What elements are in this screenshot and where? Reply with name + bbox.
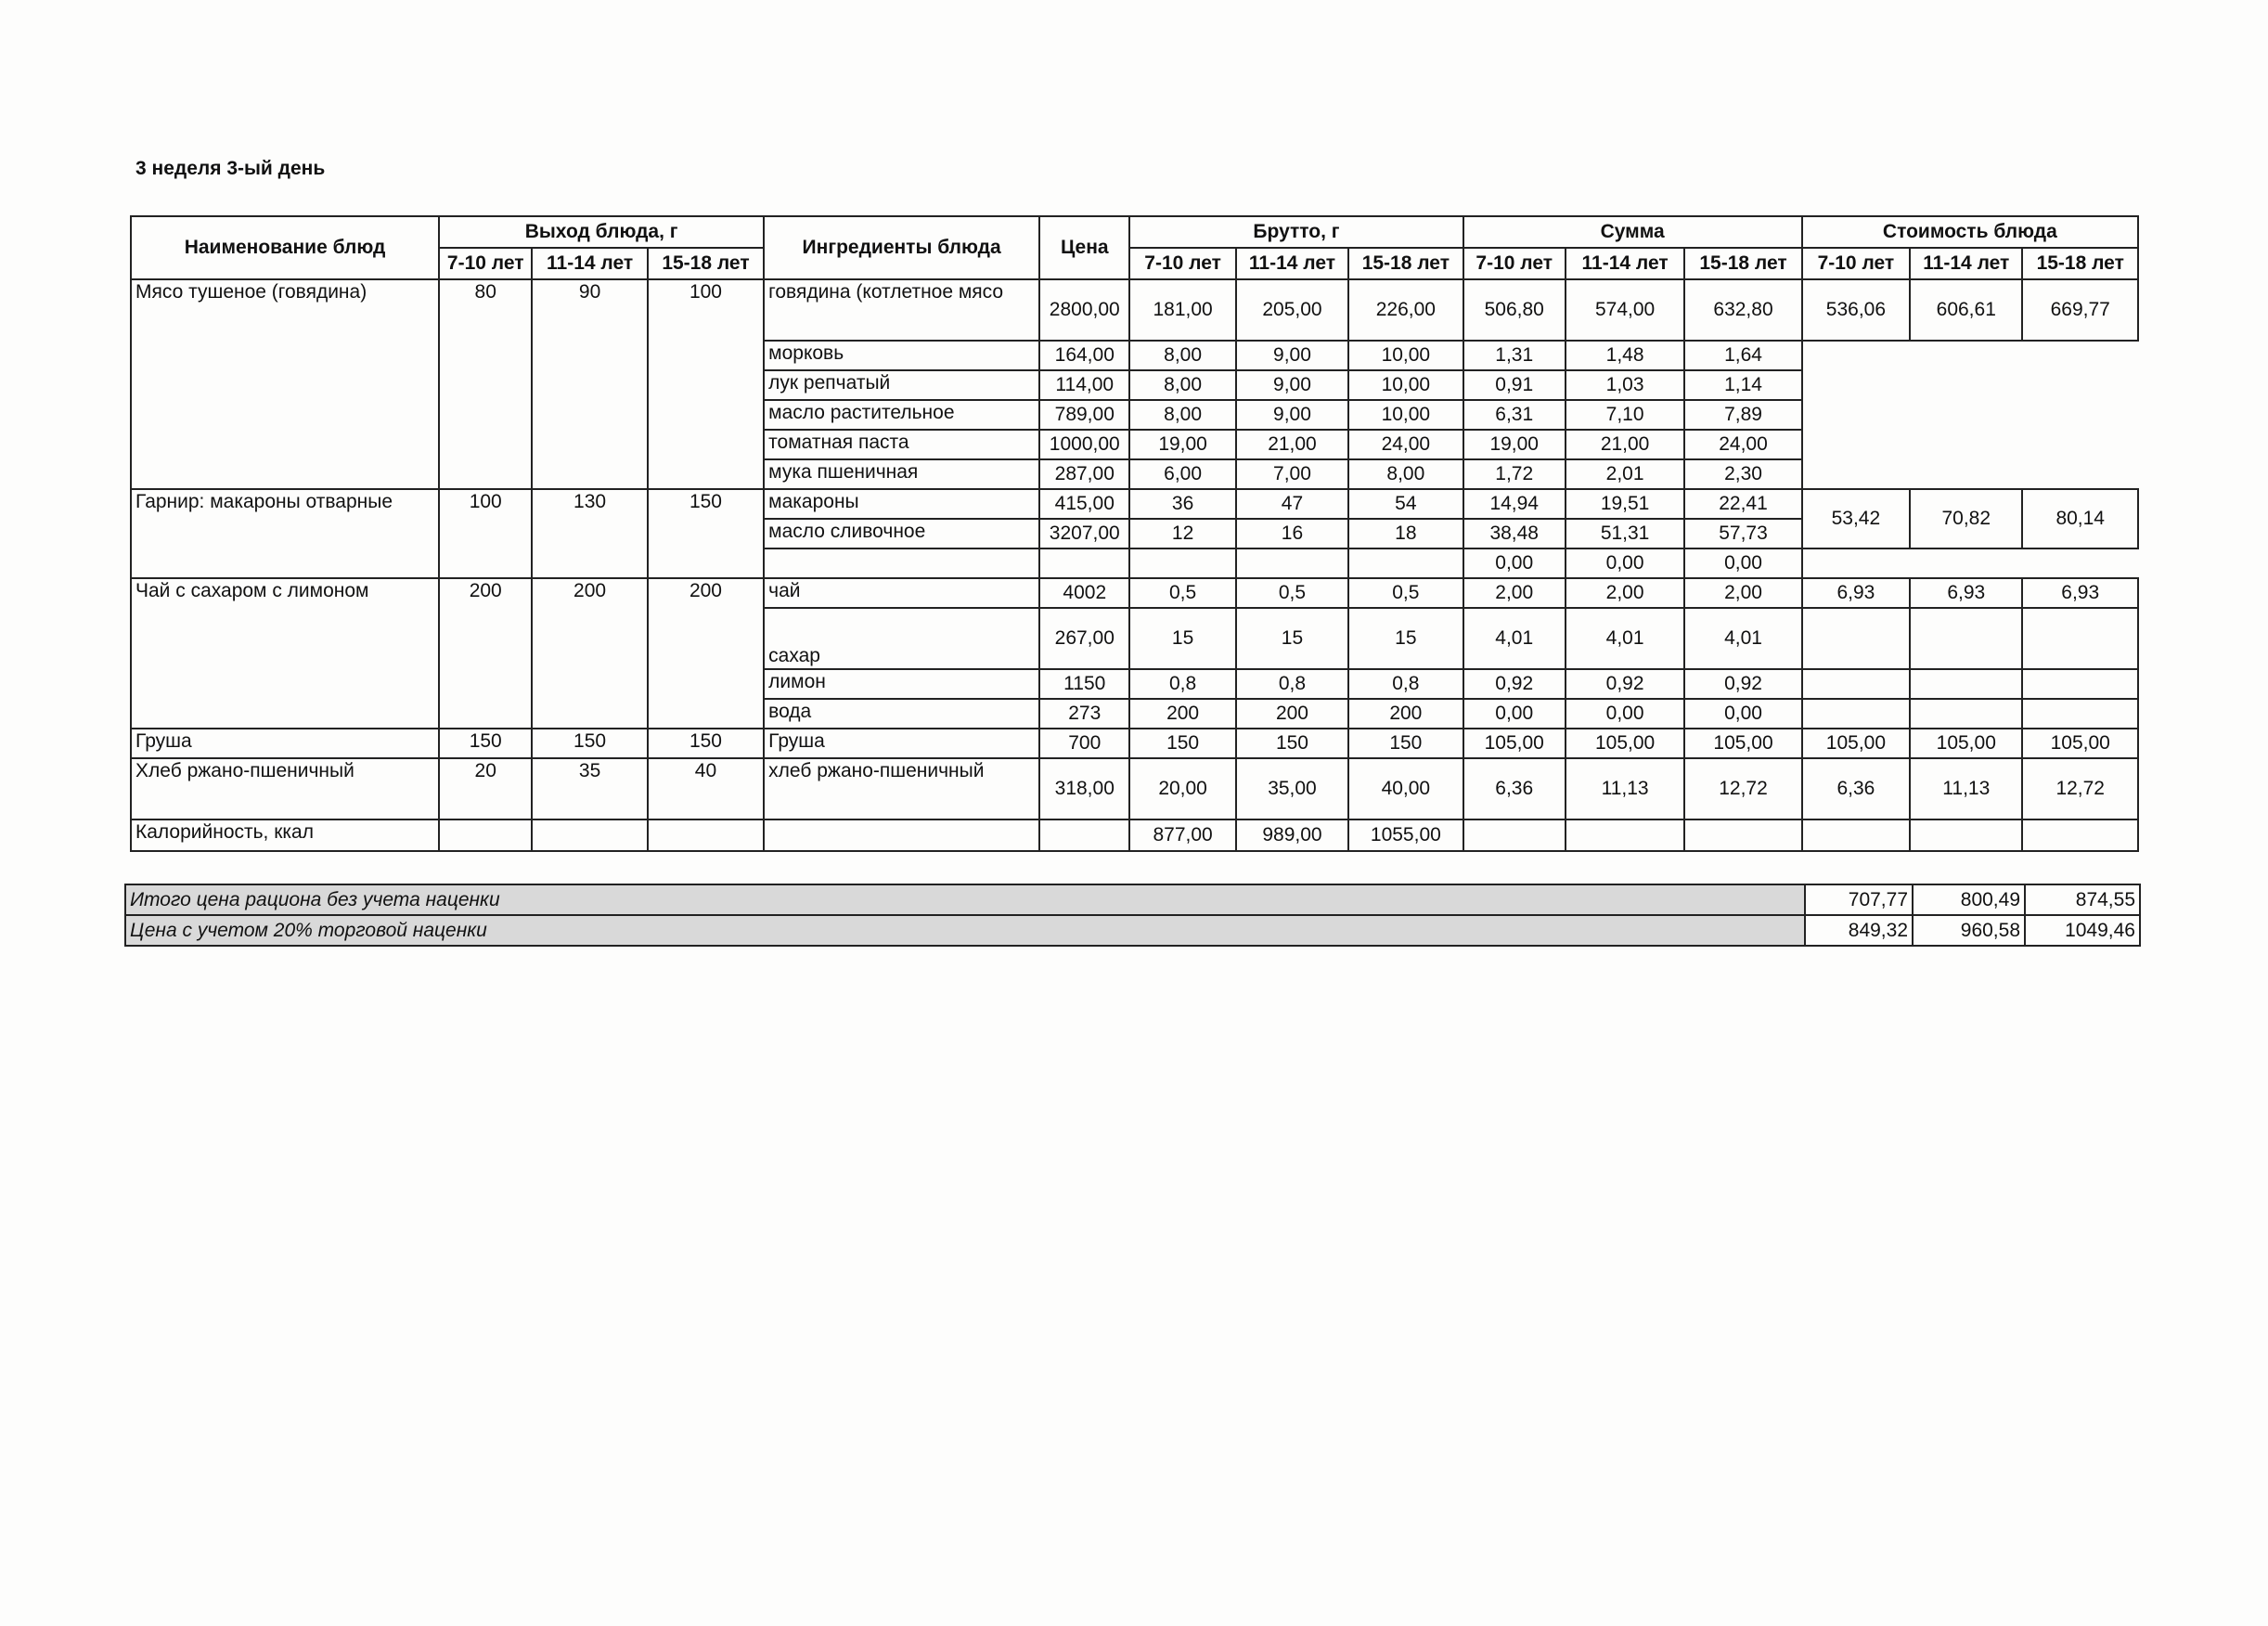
col-ingredients: Ингредиенты блюда — [764, 216, 1039, 279]
sum-value: 57,73 — [1684, 519, 1801, 548]
col-brutto: Брутто, г — [1129, 216, 1463, 248]
sum-value: 574,00 — [1566, 279, 1684, 341]
brutto-value: 8,00 — [1129, 370, 1235, 400]
sum-value: 4,01 — [1566, 608, 1684, 669]
total-value: 707,77 — [1805, 884, 1913, 915]
price-value: 789,00 — [1039, 400, 1129, 430]
ingredient-name: Груша — [764, 729, 1039, 758]
price-value — [1039, 548, 1129, 578]
price-value: 1150 — [1039, 669, 1129, 699]
brutto-value: 8,00 — [1129, 341, 1235, 370]
ingredient-name: макароны — [764, 489, 1039, 519]
age-header: 11-14 лет — [1910, 248, 2022, 279]
sum-value: 2,30 — [1684, 459, 1801, 489]
sum-value: 21,00 — [1566, 430, 1684, 459]
price-value: 4002 — [1039, 578, 1129, 608]
price-value: 267,00 — [1039, 608, 1129, 669]
output-value: 100 — [648, 279, 764, 489]
age-header: 11-14 лет — [532, 248, 647, 279]
brutto-value: 35,00 — [1236, 758, 1348, 819]
totals-row — [125, 884, 2140, 915]
sum-value: 0,00 — [1463, 548, 1566, 578]
brutto-value: 54 — [1348, 489, 1463, 519]
cost-empty — [1910, 669, 2022, 699]
empty-cell — [1684, 819, 1801, 851]
ingredient-name: масло сливочное — [764, 519, 1039, 548]
cost-value: 105,00 — [1910, 729, 2022, 758]
sum-value: 2,00 — [1463, 578, 1566, 608]
sum-value: 0,00 — [1566, 699, 1684, 729]
output-value: 150 — [532, 729, 647, 758]
ingredient-name: масло растительное — [764, 400, 1039, 430]
empty-cell — [1802, 819, 1910, 851]
brutto-value: 18 — [1348, 519, 1463, 548]
sum-value: 24,00 — [1684, 430, 1801, 459]
brutto-value: 21,00 — [1236, 430, 1348, 459]
sum-value: 1,48 — [1566, 341, 1684, 370]
sum-value: 38,48 — [1463, 519, 1566, 548]
calories-row — [131, 819, 2138, 851]
table-row — [131, 758, 2138, 819]
sum-value: 2,00 — [1684, 578, 1801, 608]
sum-value: 6,36 — [1463, 758, 1566, 819]
dish-name: Гарнир: макароны отварные — [131, 489, 439, 578]
col-sum: Сумма — [1463, 216, 1802, 248]
sum-value: 105,00 — [1566, 729, 1684, 758]
sum-value: 12,72 — [1684, 758, 1801, 819]
output-value: 200 — [648, 578, 764, 729]
cost-empty — [1910, 699, 2022, 729]
cost-value: 669,77 — [2022, 279, 2138, 341]
age-header: 7-10 лет — [1463, 248, 1566, 279]
brutto-value: 9,00 — [1236, 370, 1348, 400]
brutto-value: 0,8 — [1348, 669, 1463, 699]
output-value: 40 — [648, 758, 764, 819]
brutto-value: 15 — [1348, 608, 1463, 669]
cost-value: 536,06 — [1802, 279, 1910, 341]
output-value: 150 — [648, 489, 764, 578]
brutto-value: 19,00 — [1129, 430, 1235, 459]
brutto-value: 200 — [1236, 699, 1348, 729]
cost-value: 105,00 — [1802, 729, 1910, 758]
sum-value: 19,51 — [1566, 489, 1684, 519]
brutto-value: 36 — [1129, 489, 1235, 519]
age-header: 11-14 лет — [1566, 248, 1684, 279]
total-value: 1049,46 — [2025, 915, 2140, 946]
total-label: Итого цена рациона без учета наценки — [125, 884, 1805, 915]
brutto-value — [1348, 548, 1463, 578]
table-row — [131, 729, 2138, 758]
brutto-value: 10,00 — [1348, 341, 1463, 370]
cost-empty — [1802, 608, 1910, 669]
sum-value: 2,00 — [1566, 578, 1684, 608]
sum-value: 105,00 — [1684, 729, 1801, 758]
empty-cell — [1039, 819, 1129, 851]
brutto-value: 150 — [1129, 729, 1235, 758]
sum-value: 2,01 — [1566, 459, 1684, 489]
cost-value: 53,42 — [1802, 489, 1910, 548]
ingredient-name: говядина (котлетное мясо — [764, 279, 1039, 341]
price-value: 287,00 — [1039, 459, 1129, 489]
cost-value: 6,93 — [1802, 578, 1910, 608]
ingredient-name: хлеб ржано-пшеничный — [764, 758, 1039, 819]
cost-empty — [1802, 548, 2138, 578]
output-value: 80 — [439, 279, 532, 489]
sum-value: 7,10 — [1566, 400, 1684, 430]
price-value: 1000,00 — [1039, 430, 1129, 459]
price-value: 700 — [1039, 729, 1129, 758]
brutto-value: 20,00 — [1129, 758, 1235, 819]
cost-empty — [1802, 341, 2138, 489]
brutto-value: 181,00 — [1129, 279, 1235, 341]
ingredient-name: лимон — [764, 669, 1039, 699]
sum-value: 1,03 — [1566, 370, 1684, 400]
sum-value: 4,01 — [1463, 608, 1566, 669]
calories-value: 1055,00 — [1348, 819, 1463, 851]
sum-value: 51,31 — [1566, 519, 1684, 548]
ingredient-name: лук репчатый — [764, 370, 1039, 400]
sum-value: 0,91 — [1463, 370, 1566, 400]
sum-value: 0,92 — [1684, 669, 1801, 699]
empty-cell — [1910, 819, 2022, 851]
brutto-value: 40,00 — [1348, 758, 1463, 819]
output-value: 20 — [439, 758, 532, 819]
sum-value: 22,41 — [1684, 489, 1801, 519]
cost-value: 12,72 — [2022, 758, 2138, 819]
ingredient-name: чай — [764, 578, 1039, 608]
sum-value: 1,72 — [1463, 459, 1566, 489]
cost-empty — [1802, 669, 1910, 699]
ingredient-name: морковь — [764, 341, 1039, 370]
brutto-value: 200 — [1348, 699, 1463, 729]
sum-value: 11,13 — [1566, 758, 1684, 819]
output-value: 90 — [532, 279, 647, 489]
col-price: Цена — [1039, 216, 1129, 279]
brutto-value: 47 — [1236, 489, 1348, 519]
brutto-value: 0,8 — [1129, 669, 1235, 699]
sum-value: 1,64 — [1684, 341, 1801, 370]
price-value: 2800,00 — [1039, 279, 1129, 341]
age-header: 7-10 лет — [439, 248, 532, 279]
brutto-value: 8,00 — [1348, 459, 1463, 489]
col-dish-name: Наименование блюд — [131, 216, 439, 279]
output-value: 150 — [439, 729, 532, 758]
brutto-value: 10,00 — [1348, 400, 1463, 430]
calories-value: 989,00 — [1236, 819, 1348, 851]
brutto-value: 9,00 — [1236, 341, 1348, 370]
brutto-value: 8,00 — [1129, 400, 1235, 430]
brutto-value: 12 — [1129, 519, 1235, 548]
age-header: 15-18 лет — [648, 248, 764, 279]
header-row-1 — [131, 216, 2138, 248]
brutto-value: 16 — [1236, 519, 1348, 548]
ingredient-name: томатная паста — [764, 430, 1039, 459]
sum-value: 0,92 — [1566, 669, 1684, 699]
empty-cell — [439, 819, 532, 851]
dish-name: Мясо тушеное (говядина) — [131, 279, 439, 489]
sum-value: 4,01 — [1684, 608, 1801, 669]
price-value: 3207,00 — [1039, 519, 1129, 548]
price-value: 318,00 — [1039, 758, 1129, 819]
cost-value: 70,82 — [1910, 489, 2022, 548]
cost-value: 6,93 — [2022, 578, 2138, 608]
sum-value: 6,31 — [1463, 400, 1566, 430]
price-value: 415,00 — [1039, 489, 1129, 519]
output-value: 100 — [439, 489, 532, 578]
brutto-value: 10,00 — [1348, 370, 1463, 400]
output-value: 150 — [648, 729, 764, 758]
age-header: 7-10 лет — [1802, 248, 1910, 279]
cost-value: 606,61 — [1910, 279, 2022, 341]
total-value: 960,58 — [1913, 915, 2025, 946]
cost-empty — [2022, 699, 2138, 729]
total-value: 849,32 — [1805, 915, 1913, 946]
price-value: 114,00 — [1039, 370, 1129, 400]
total-value: 874,55 — [2025, 884, 2140, 915]
empty-cell — [1566, 819, 1684, 851]
cost-value: 6,93 — [1910, 578, 2022, 608]
age-header: 15-18 лет — [1348, 248, 1463, 279]
brutto-value: 24,00 — [1348, 430, 1463, 459]
ingredient-name: сахар — [764, 608, 1039, 669]
sum-value: 0,00 — [1684, 699, 1801, 729]
output-value: 130 — [532, 489, 647, 578]
cost-value: 11,13 — [1910, 758, 2022, 819]
cost-empty — [1802, 699, 1910, 729]
brutto-value: 0,5 — [1129, 578, 1235, 608]
sum-value: 506,80 — [1463, 279, 1566, 341]
brutto-value: 0,8 — [1236, 669, 1348, 699]
dish-name: Хлеб ржано-пшеничный — [131, 758, 439, 819]
price-value: 273 — [1039, 699, 1129, 729]
col-output: Выход блюда, г — [439, 216, 764, 248]
sum-value: 0,92 — [1463, 669, 1566, 699]
calories-label: Калорийность, ккал — [131, 819, 439, 851]
sum-value: 19,00 — [1463, 430, 1566, 459]
output-value: 200 — [532, 578, 647, 729]
sum-value: 1,31 — [1463, 341, 1566, 370]
totals-row — [125, 915, 2140, 946]
menu-table — [130, 215, 2139, 852]
sum-value: 105,00 — [1463, 729, 1566, 758]
empty-cell — [2022, 819, 2138, 851]
age-header: 15-18 лет — [1684, 248, 1801, 279]
brutto-value: 7,00 — [1236, 459, 1348, 489]
brutto-value: 150 — [1348, 729, 1463, 758]
sum-value: 14,94 — [1463, 489, 1566, 519]
sum-value: 1,14 — [1684, 370, 1801, 400]
brutto-value: 9,00 — [1236, 400, 1348, 430]
total-value: 800,49 — [1913, 884, 2025, 915]
brutto-value: 205,00 — [1236, 279, 1348, 341]
calories-value: 877,00 — [1129, 819, 1235, 851]
sum-value: 0,00 — [1566, 548, 1684, 578]
empty-cell — [1463, 819, 1566, 851]
totals-table — [124, 884, 2141, 947]
sum-value: 7,89 — [1684, 400, 1801, 430]
table-row — [131, 279, 2138, 341]
brutto-value — [1236, 548, 1348, 578]
sum-value: 632,80 — [1684, 279, 1801, 341]
cost-empty — [1910, 608, 2022, 669]
brutto-value: 6,00 — [1129, 459, 1235, 489]
ingredient-name: вода — [764, 699, 1039, 729]
dish-name: Груша — [131, 729, 439, 758]
page-title: 3 неделя 3-ый день — [135, 158, 326, 179]
table-row — [131, 489, 2138, 519]
cost-empty — [2022, 669, 2138, 699]
empty-cell — [764, 819, 1039, 851]
ingredient-name: мука пшеничная — [764, 459, 1039, 489]
brutto-value: 0,5 — [1236, 578, 1348, 608]
age-header: 15-18 лет — [2022, 248, 2138, 279]
sum-value: 0,00 — [1463, 699, 1566, 729]
cost-value: 6,36 — [1802, 758, 1910, 819]
cost-value: 105,00 — [2022, 729, 2138, 758]
total-label: Цена с учетом 20% торговой наценки — [125, 915, 1805, 946]
col-cost: Стоимость блюда — [1802, 216, 2138, 248]
brutto-value: 226,00 — [1348, 279, 1463, 341]
brutto-value: 150 — [1236, 729, 1348, 758]
sum-value: 0,00 — [1684, 548, 1801, 578]
empty-cell — [532, 819, 647, 851]
brutto-value: 0,5 — [1348, 578, 1463, 608]
ingredient-name — [764, 548, 1039, 578]
brutto-value: 15 — [1129, 608, 1235, 669]
cost-empty — [2022, 608, 2138, 669]
brutto-value: 200 — [1129, 699, 1235, 729]
brutto-value: 15 — [1236, 608, 1348, 669]
price-value: 164,00 — [1039, 341, 1129, 370]
brutto-value — [1129, 548, 1235, 578]
output-value: 35 — [532, 758, 647, 819]
dish-name: Чай с сахаром с лимоном — [131, 578, 439, 729]
age-header: 7-10 лет — [1129, 248, 1235, 279]
table-row — [131, 578, 2138, 608]
age-header: 11-14 лет — [1236, 248, 1348, 279]
cost-value: 80,14 — [2022, 489, 2138, 548]
empty-cell — [648, 819, 764, 851]
output-value: 200 — [439, 578, 532, 729]
